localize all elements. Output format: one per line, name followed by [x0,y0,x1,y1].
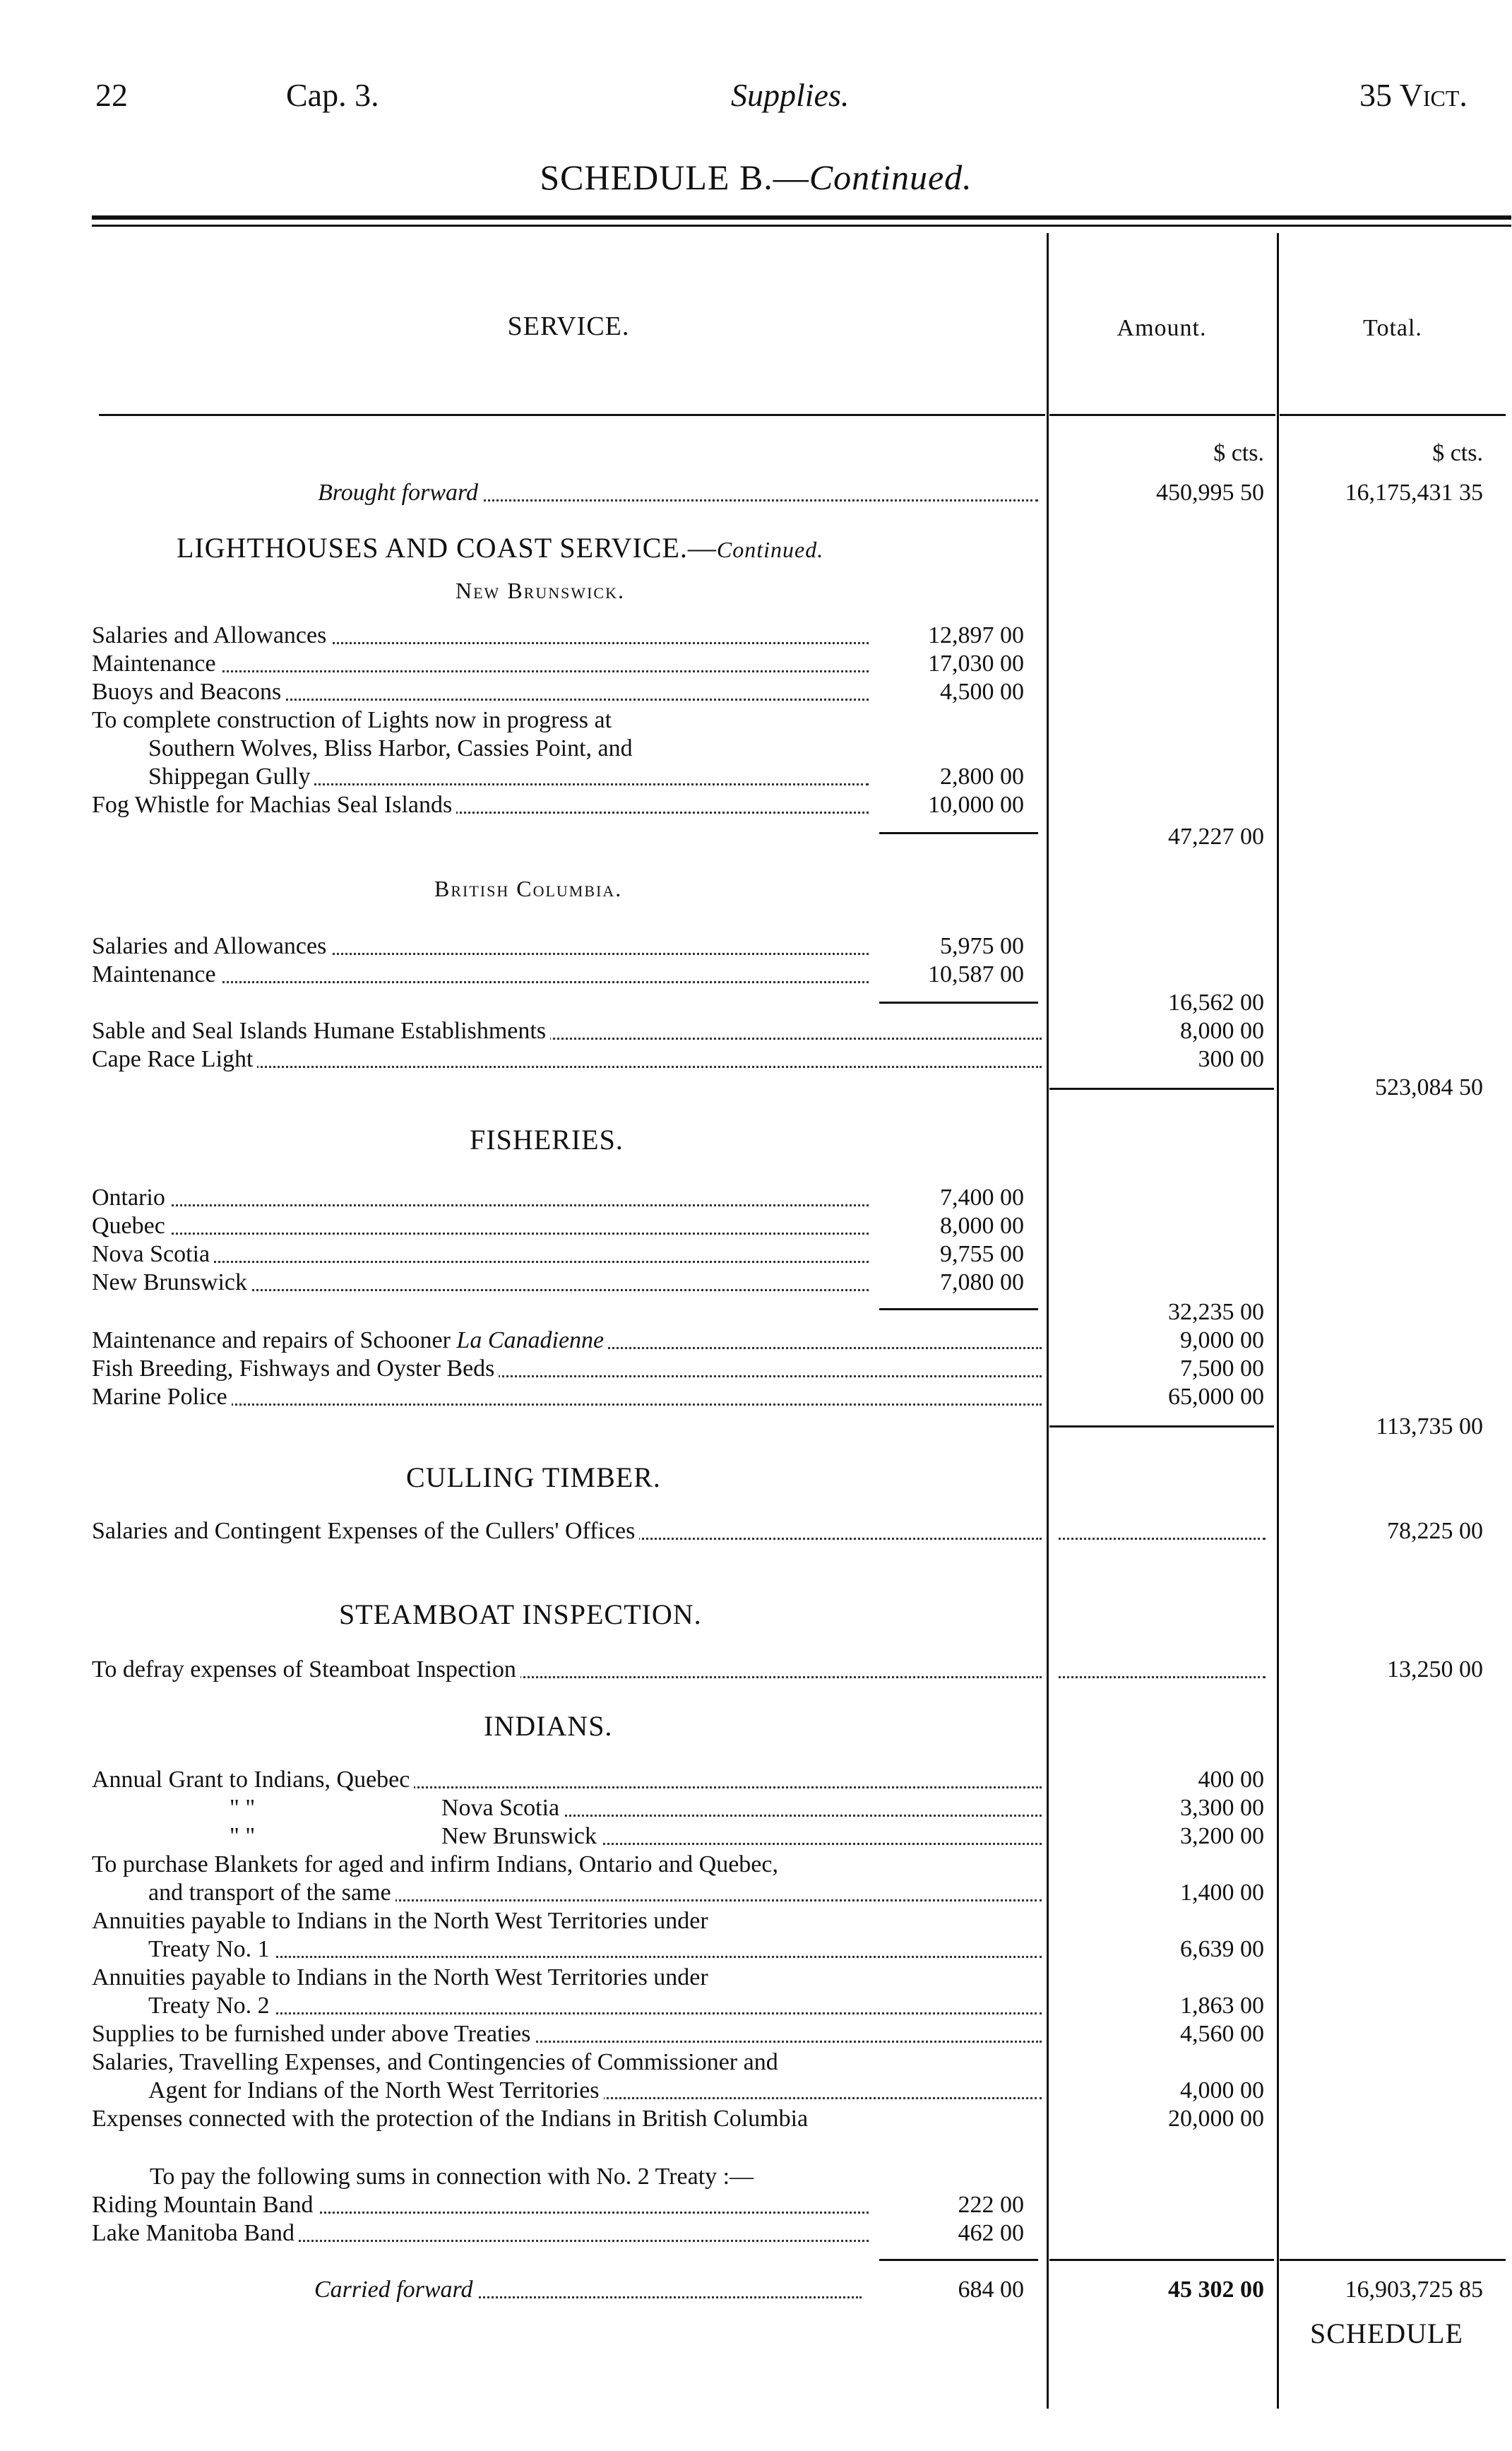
carried-rule-total [1280,2259,1506,2261]
section-rule [1049,1425,1274,1428]
total-units: $ cts. [1432,440,1483,466]
british-columbia-heading: British Columbia. [434,876,623,901]
header-rule-amount [1049,414,1275,416]
section-rule [1049,1088,1274,1090]
carried-rule-amount [1049,2259,1274,2261]
fisheries-heading: FISHERIES. [470,1124,624,1156]
header-rule-total [1280,414,1506,416]
column-rule-total [1277,233,1279,2409]
fisheries-subtotal: 32,235 00 [1168,1299,1264,1325]
catchword: SCHEDULE [1310,2318,1463,2349]
top-rule [92,215,1511,220]
carried-rule [879,2259,1038,2261]
fisheries-total: 113,735 00 [1376,1413,1483,1440]
subtotal-rule [879,1002,1038,1004]
bc-total: 16,562 00 [1168,990,1264,1016]
top-rule-thin [92,225,1511,227]
header-rule [99,414,1045,416]
carried-forward-label: Carried forward [314,2276,862,2304]
lighthouses-heading: LIGHTHOUSES AND COAST SERVICE.—Continued. [177,532,824,564]
brought-forward-total: 16,175,431 35 [1345,480,1483,506]
subtotal-rule [879,832,1038,834]
carried-forward-amount: 45 302 00 [1168,2277,1264,2303]
list-item: To complete construction of Lights now in progress at [92,707,612,733]
column-header-amount: Amount. [1117,315,1207,341]
brought-forward-label: Brought forward [318,479,1038,507]
subtotal-rule [879,1308,1038,1310]
column-rule-amount [1047,233,1049,2409]
column-header-service: SERVICE. [507,311,630,341]
culling-heading: CULLING TIMBER. [406,1461,661,1493]
page-title [0,157,1512,198]
new-brunswick-heading: New Brunswick. [456,578,625,603]
year-label: 35 Vict. [1359,77,1468,113]
lighthouses-total: 523,084 50 [1375,1074,1483,1100]
steamboat-heading: STEAMBOAT INSPECTION. [339,1598,702,1630]
column-header-total: Total. [1363,315,1422,341]
list-item: Salaries, Travelling Expenses, and Contingencies of Commissioner and [92,2049,778,2075]
chapter-label: Cap. 3. [286,77,379,113]
carried-forward-total: 16,903,725 85 [1345,2277,1483,2303]
subject-label: Supplies. [731,77,850,113]
list-item: To pay the following sums in connection with No. 2 Treaty :— [150,2164,754,2190]
brought-forward-amount: 450,995 50 [1156,480,1264,506]
amount-units: $ cts. [1213,440,1264,466]
list-item: Annuities payable to Indians in the North West Territories under [92,1964,708,1990]
indians-heading: INDIANS. [484,1710,613,1742]
carried-forward-inner: 684 00 [958,2277,1024,2303]
nb-total: 47,227 00 [1168,824,1264,850]
title-continued: Continued. [809,158,972,197]
list-item: Annuities payable to Indians in the North West Territories under [92,1908,708,1934]
list-item: To purchase Blankets for aged and infirm Indians, Ontario and Quebec, [92,1851,778,1877]
page-number: 22 [95,77,128,113]
list-item: Southern Wolves, Bliss Harbor, Cassies Point, and [148,735,633,761]
title-main: SCHEDULE B.— [540,158,809,197]
